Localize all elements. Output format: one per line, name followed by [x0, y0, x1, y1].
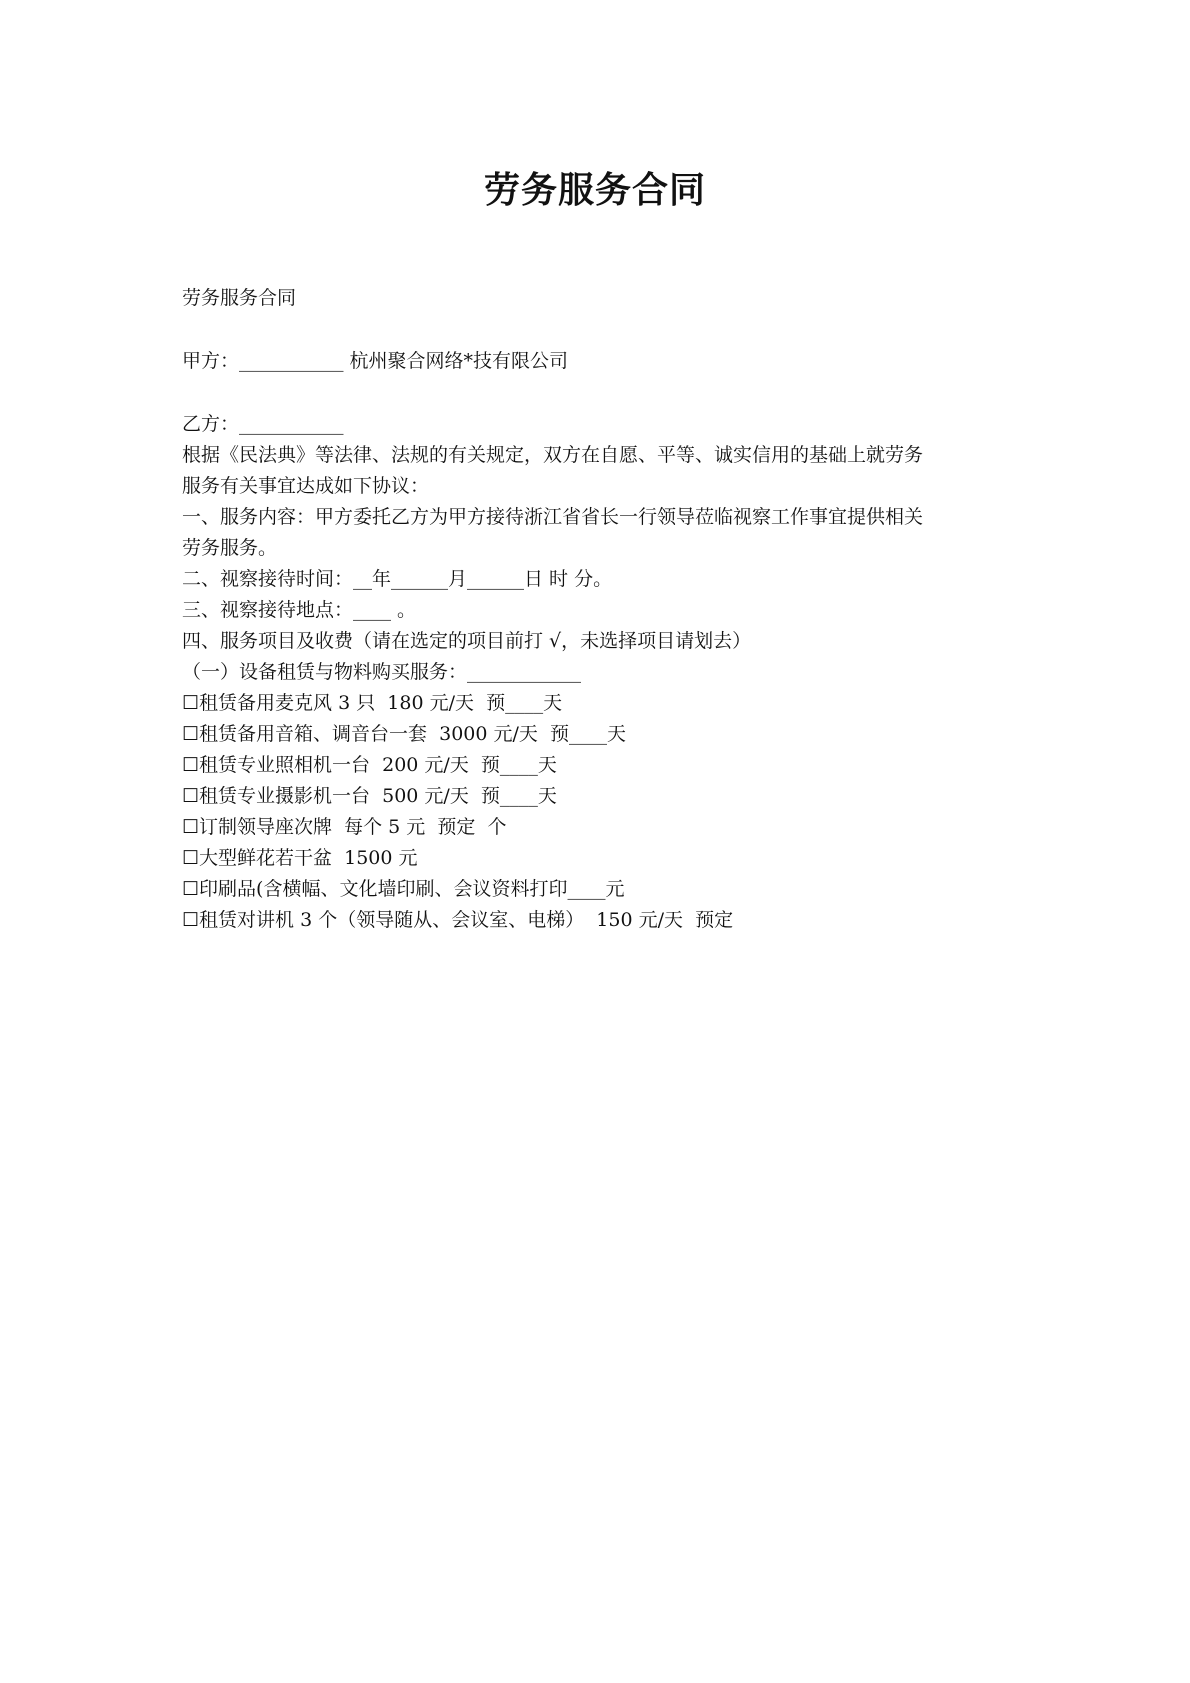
document-title: 劳务服务合同 [483, 169, 706, 211]
service-item: ☐印刷品(含横幅、文化墙印刷、会议资料打印____元 [182, 878, 625, 900]
intro-line-1: 根据《民法典》等法律、法规的有关规定，双方在自愿、平等、诚实信用的基础上就劳务 [182, 444, 924, 466]
service-item: ☐租赁备用音箱、调音台一套 3000 元/天 预____天 [182, 723, 626, 745]
spacer [182, 377, 1012, 409]
clause-4-line: 四、服务项目及收费（请在选定的项目前打 √，未选择项目请划去） [182, 630, 752, 652]
clause-1-line-2: 劳务服务。 [182, 537, 278, 559]
spacer [182, 314, 1012, 346]
document-body [182, 283, 1012, 936]
service-item: ☐租赁专业摄影机一台 500 元/天 预____天 [182, 785, 557, 807]
clause-3-line: 三、视察接待地点：____ 。 [182, 599, 417, 621]
party-a-line: 甲方：___________ 杭州聚合网络*技有限公司 [182, 350, 569, 372]
intro-line-2: 服务有关事宜达成如下协议： [182, 475, 430, 497]
document-subtitle: 劳务服务合同 [182, 287, 297, 309]
service-item: ☐租赁对讲机 3 个（领导随从、会议室、电梯） 150 元/天 预定 [182, 909, 734, 931]
section-1-heading: （一）设备租赁与物料购买服务：____________ [182, 661, 582, 683]
clause-2-line: 二、视察接待时间：__年______月______日 时 分。 [182, 568, 613, 590]
service-item: ☐订制领导座次牌 每个 5 元 预定 个 [182, 816, 507, 838]
clause-1-line-1: 一、服务内容：甲方委托乙方为甲方接待浙江省省长一行领导莅临视察工作事宜提供相关 [182, 506, 924, 528]
service-item: ☐租赁专业照相机一台 200 元/天 预____天 [182, 754, 557, 776]
service-item: ☐大型鲜花若干盆 1500 元 [182, 847, 418, 869]
service-item: ☐租赁备用麦克风 3 只 180 元/天 预____天 [182, 692, 563, 714]
party-b-line: 乙方：___________ [182, 413, 344, 435]
